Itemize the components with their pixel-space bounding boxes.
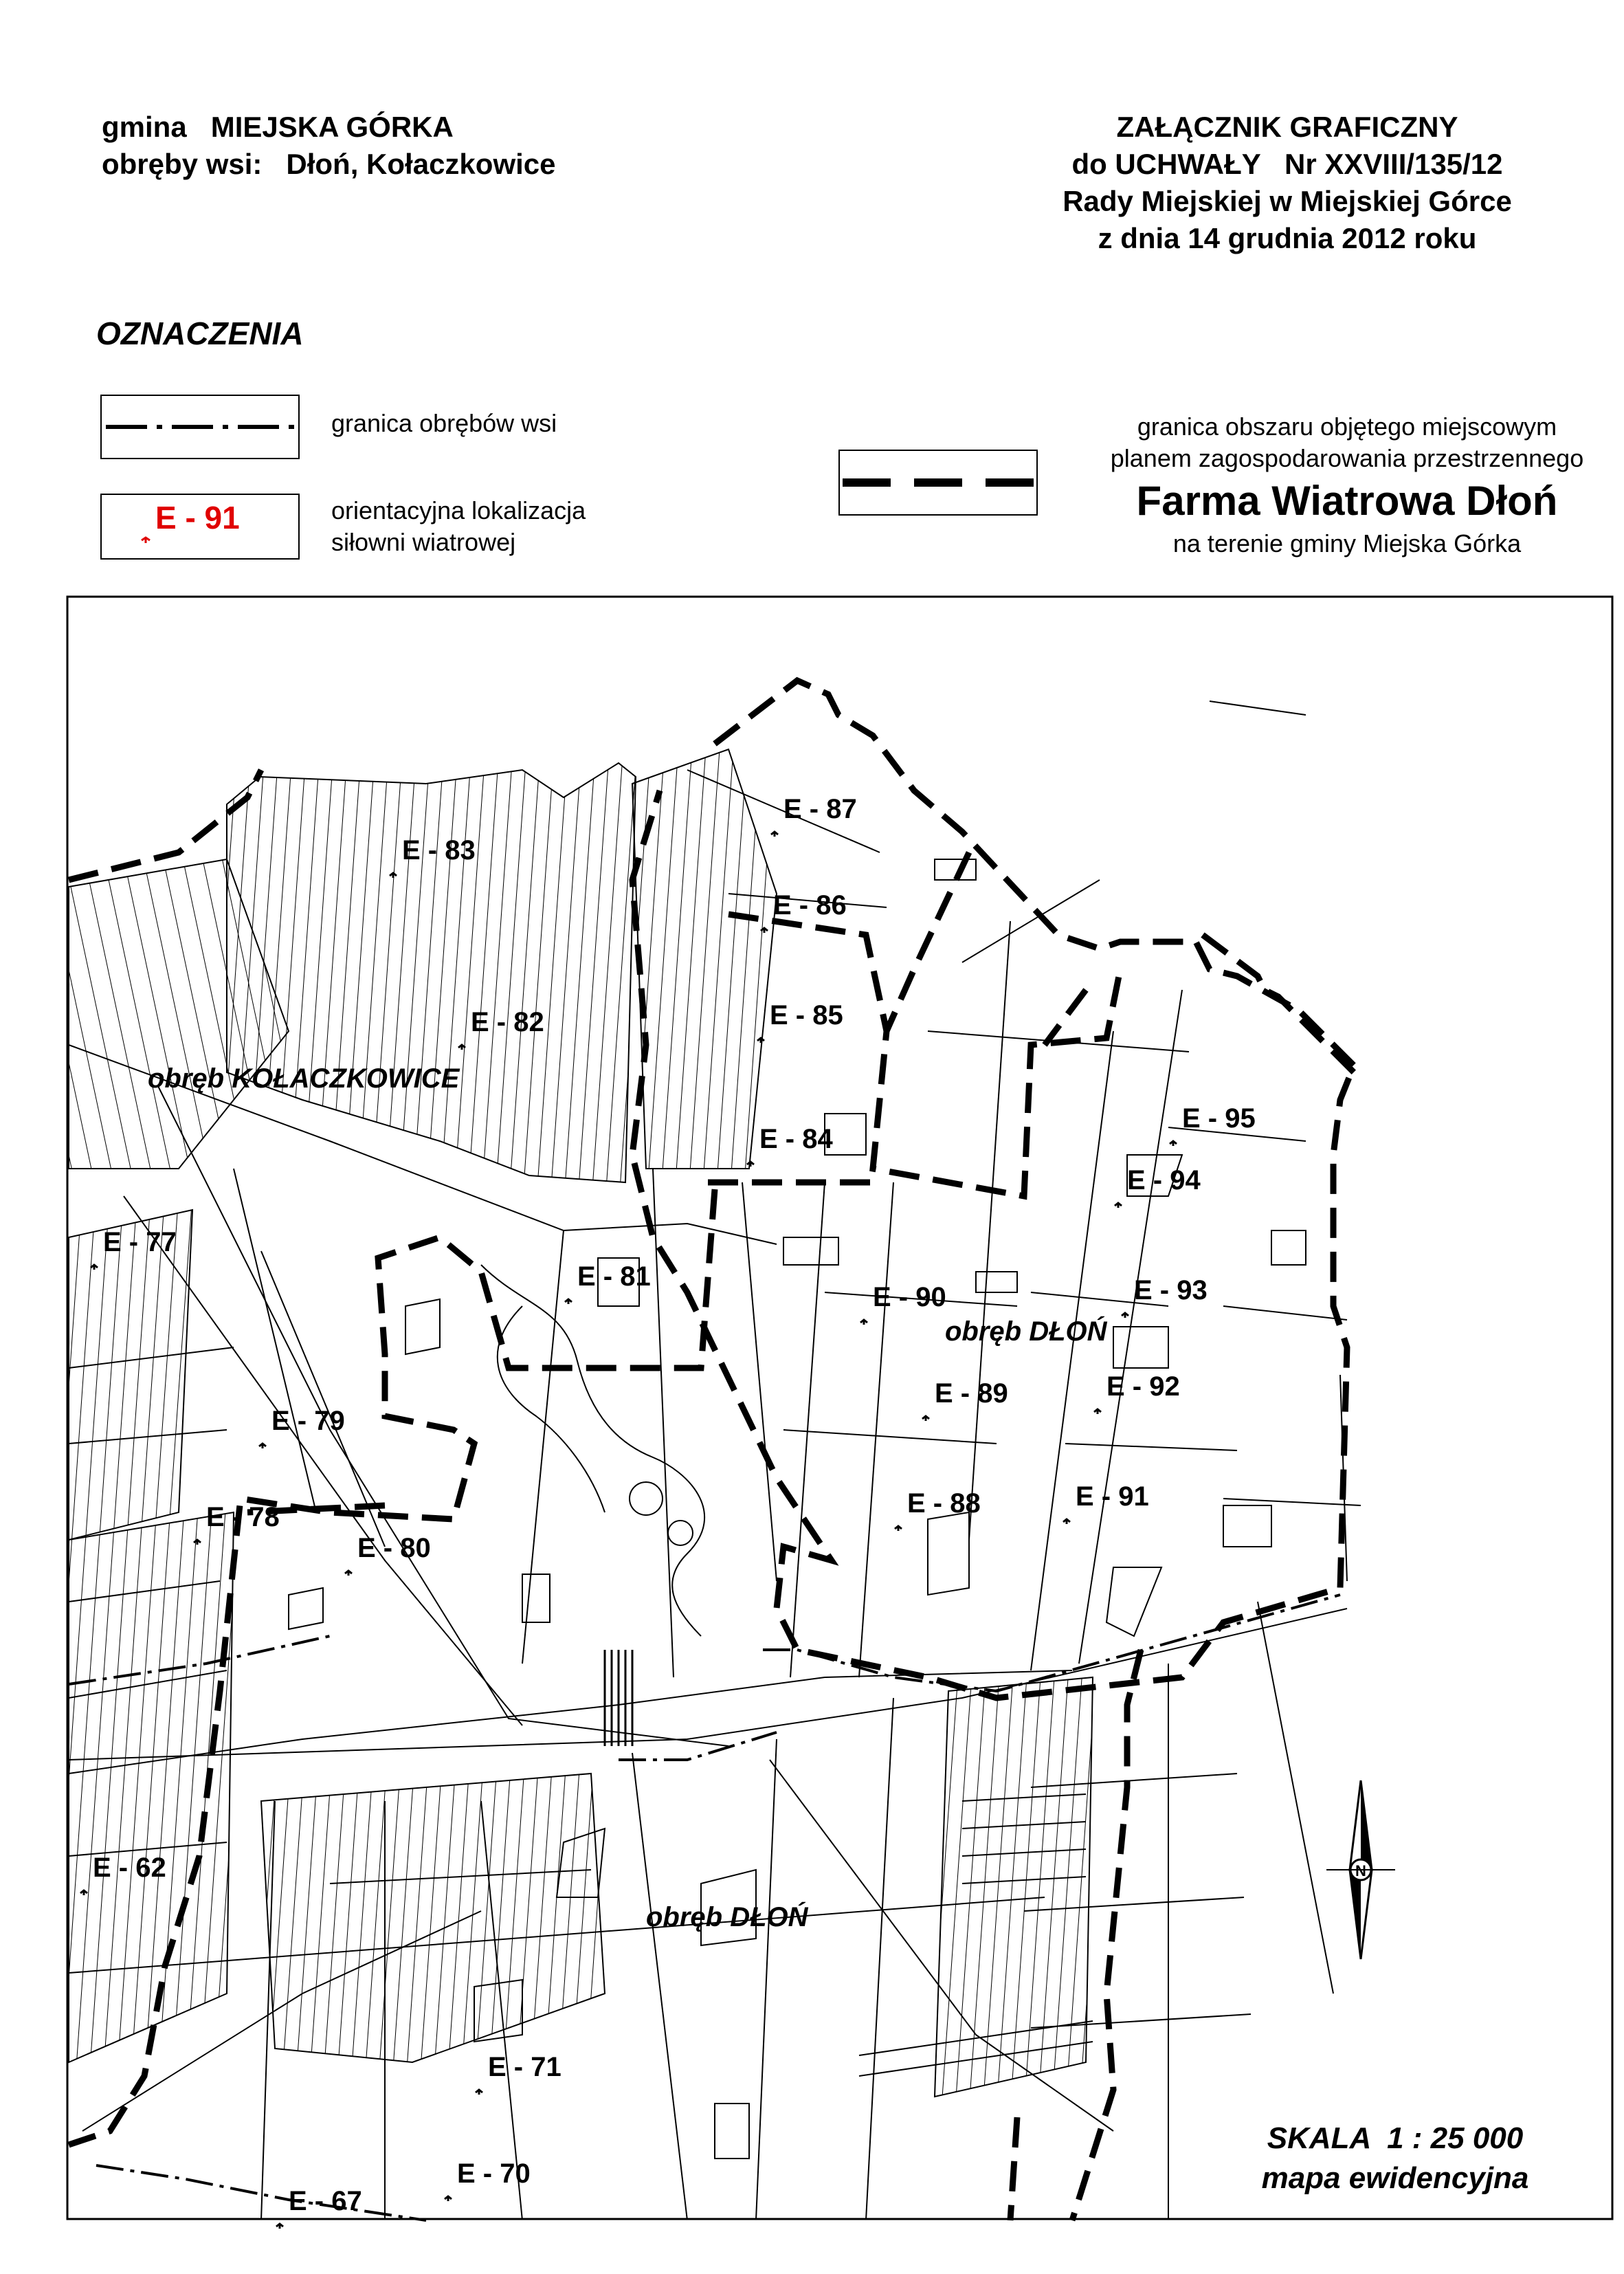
turbine-e-81 bbox=[565, 1261, 651, 1304]
creek-area bbox=[481, 1265, 704, 1636]
turbine-marker-icon bbox=[1063, 1519, 1070, 1524]
turbine-label: E - 95 bbox=[1182, 1103, 1256, 1134]
turbine-marker-icon bbox=[565, 1299, 572, 1304]
turbine-e-70 bbox=[445, 2159, 531, 2201]
precinct-label: obręb KOŁACZKOWICE bbox=[148, 1063, 460, 1094]
precinct-label: obręb DŁOŃ bbox=[945, 1316, 1107, 1347]
gmina-label: gmina bbox=[102, 111, 187, 143]
turbine-marker-icon bbox=[476, 2090, 482, 2095]
turbine-label: E - 67 bbox=[289, 2186, 362, 2216]
farm-subtitle: na terenie gminy Miejska Górka bbox=[1172, 529, 1522, 558]
north-arrow-label: N bbox=[1355, 1862, 1366, 1879]
parcel-lines bbox=[69, 701, 1361, 2220]
obreby-label: obręby wsi: bbox=[102, 148, 263, 180]
turbine-label: E - 86 bbox=[773, 890, 847, 920]
turbine-marker-icon bbox=[1170, 1141, 1177, 1146]
legend-text-turbine-line2: siłowni wiatrowej bbox=[331, 528, 516, 556]
obreby-value: Dłoń, Kołaczkowice bbox=[286, 148, 556, 180]
turbine-marker-icon bbox=[345, 1571, 352, 1576]
turbine-e-93 bbox=[1122, 1275, 1208, 1318]
turbine-e-92 bbox=[1094, 1371, 1180, 1414]
legend-area-text-line1: granica obszaru objętego miejscowym bbox=[1137, 412, 1557, 441]
turbine-marker-icon bbox=[1122, 1313, 1128, 1318]
turbine-marker-icon bbox=[771, 832, 778, 837]
turbine-label: E - 92 bbox=[1106, 1371, 1180, 1402]
legend-text-precinct-boundary: granica obrębów wsi bbox=[331, 409, 557, 437]
turbine-marker-icon bbox=[445, 2196, 452, 2201]
turbine-label: E - 71 bbox=[488, 2052, 561, 2082]
precinct-label: obręb DŁOŃ bbox=[646, 1902, 808, 1932]
turbine-label: E - 80 bbox=[357, 1533, 431, 1563]
turbine-e-89 bbox=[922, 1378, 1008, 1421]
turbine-marker-icon bbox=[860, 1320, 867, 1325]
turbine-e-67 bbox=[276, 2186, 362, 2229]
farm-name: Farma Wiatrowa Dłoń bbox=[1136, 478, 1558, 524]
turbine-e-71 bbox=[476, 2052, 561, 2095]
turbine-label: E - 89 bbox=[935, 1378, 1008, 1409]
turbine-e-90 bbox=[860, 1282, 946, 1325]
turbine-label: E - 88 bbox=[907, 1488, 981, 1519]
turbine-label: E - 78 bbox=[206, 1502, 280, 1532]
legend-area-text-line2: planem zagospodarowania przestrzennego bbox=[1110, 444, 1584, 472]
turbine-label: E - 93 bbox=[1134, 1275, 1208, 1305]
turbine-label: E - 79 bbox=[271, 1406, 345, 1436]
annex-title: ZAŁĄCZNIK GRAFICZNY bbox=[1116, 111, 1458, 143]
turbine-label: E - 81 bbox=[577, 1261, 651, 1292]
council-name: Rady Miejskiej w Miejskiej Górce bbox=[1063, 185, 1512, 217]
turbine-label: E - 62 bbox=[93, 1853, 166, 1883]
turbine-marker-icon bbox=[1094, 1409, 1101, 1414]
scale-block bbox=[1168, 2119, 1622, 2198]
turbine-e-80 bbox=[345, 1533, 431, 1576]
turbine-marker-icon bbox=[922, 1416, 929, 1421]
gmina-value: MIEJSKA GÓRKA bbox=[210, 111, 454, 143]
turbine-label: E - 70 bbox=[457, 2159, 531, 2189]
legend-text-turbine-line1: orientacyjna lokalizacja bbox=[331, 496, 586, 525]
legend-title: OZNACZENIA bbox=[96, 316, 304, 351]
turbine-marker-icon bbox=[1115, 1203, 1122, 1208]
turbine-label: E - 94 bbox=[1127, 1165, 1201, 1195]
turbine-label: E - 90 bbox=[873, 1282, 946, 1312]
turbine-label: E - 82 bbox=[471, 1007, 544, 1037]
turbine-e-84 bbox=[747, 1124, 833, 1167]
turbine-marker-icon bbox=[259, 1444, 266, 1448]
turbine-e-95 bbox=[1170, 1103, 1256, 1146]
legend-turbine-label: E - 91 bbox=[155, 500, 240, 536]
turbine-e-91 bbox=[1063, 1481, 1149, 1524]
turbine-label: E - 77 bbox=[103, 1227, 177, 1257]
scale-text: SKALA 1 : 25 000 bbox=[1267, 2121, 1524, 2155]
turbine-label: E - 85 bbox=[770, 1000, 843, 1030]
turbine-e-79 bbox=[259, 1406, 345, 1448]
turbine-marker-icon bbox=[895, 1526, 902, 1531]
turbine-label: E - 84 bbox=[759, 1124, 833, 1154]
resolution-date: z dnia 14 grudnia 2012 roku bbox=[1098, 222, 1477, 254]
turbine-label: E - 83 bbox=[402, 835, 476, 865]
turbine-e-94 bbox=[1115, 1165, 1201, 1208]
turbine-label: E - 91 bbox=[1076, 1481, 1149, 1512]
turbine-e-88 bbox=[895, 1488, 981, 1531]
turbine-e-85 bbox=[757, 1000, 843, 1043]
map-type: mapa ewidencyjna bbox=[1261, 2161, 1529, 2195]
turbine-e-87 bbox=[771, 794, 857, 837]
turbine-label: E - 87 bbox=[783, 794, 857, 824]
turbine-marker-icon bbox=[276, 2224, 283, 2229]
resolution-number: do UCHWAŁY Nr XXVIII/135/12 bbox=[1071, 148, 1503, 180]
